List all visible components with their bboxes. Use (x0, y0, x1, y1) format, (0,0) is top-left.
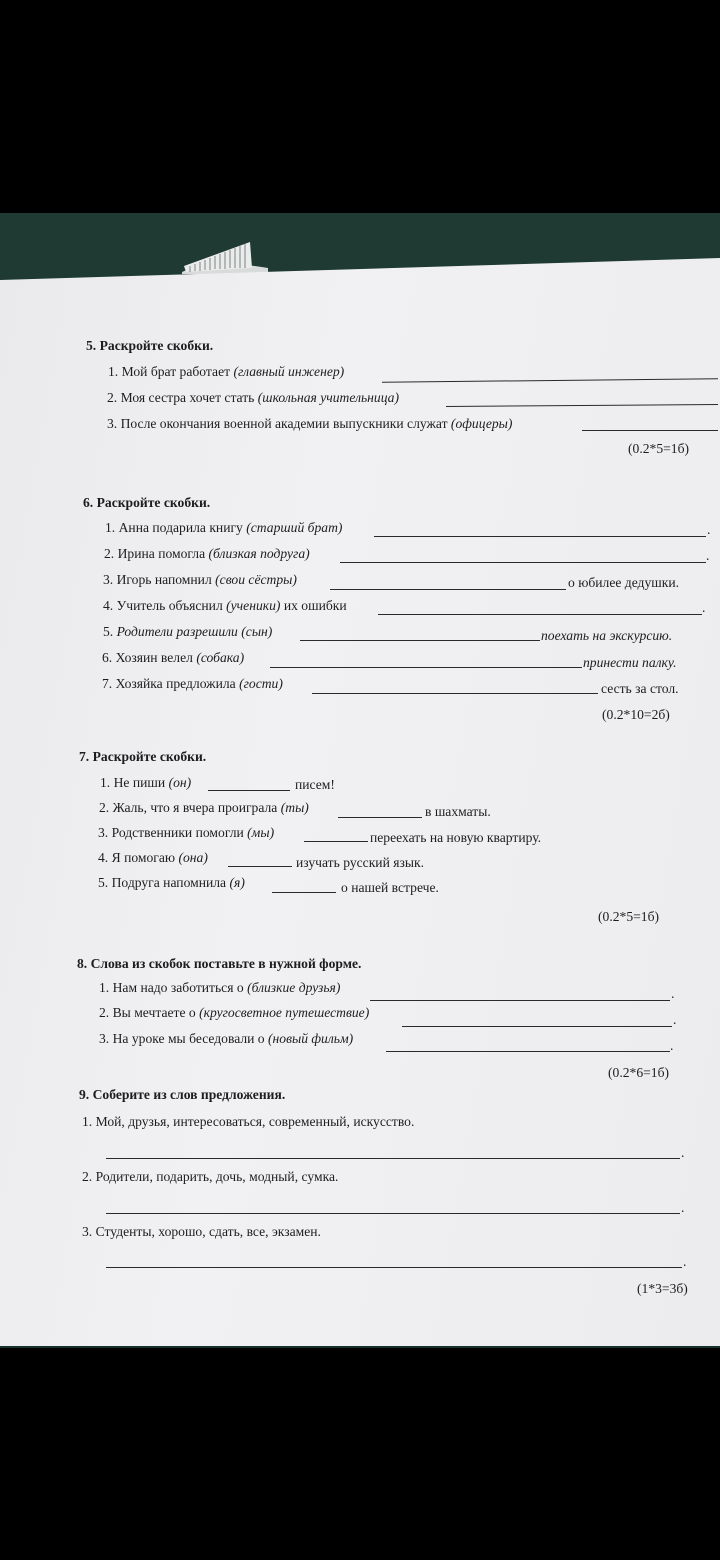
s7-item-5: 5. Подруга напомнила (я) (98, 875, 245, 890)
s9-answer-line-2[interactable] (106, 1213, 680, 1214)
s6-score: (0.2*10=2б) (602, 707, 670, 722)
s7-item-2: 2. Жаль, что я вчера проиграла (ты) (99, 800, 309, 815)
s7-item-3-tail: переехать на новую квартиру. (370, 830, 542, 845)
s8-answer-line-3[interactable] (386, 1051, 670, 1052)
s7-title: 7. Раскройте скобки. (79, 749, 207, 764)
s9-item-3: 3. Студенты, хорошо, сдать, все, экзамен. (82, 1224, 321, 1239)
s8-answer-line-2[interactable] (402, 1026, 672, 1027)
s5-score: (0.2*5=1б) (628, 441, 690, 456)
s6-item-1: 1. Анна подарила книгу (старший брат) (105, 520, 343, 535)
s7-item-3: 3. Родственники помогли (мы) (98, 825, 275, 840)
s9-item-3-tail: . (683, 1254, 687, 1269)
s6-item-4: 4. Учитель объяснил (ученики) их ошибки (103, 598, 347, 613)
s7-answer-line-1[interactable] (208, 790, 290, 791)
s9-item-2: 2. Родители, подарить, дочь, модный, сумка. (82, 1169, 339, 1184)
s7-item-4: 4. Я помогаю (она) (98, 850, 208, 865)
s6-answer-line-7[interactable] (312, 693, 598, 694)
s6-answer-line-3[interactable] (330, 589, 566, 590)
s6-item-3: 3. Игорь напомнил (свои сёстры) (103, 572, 297, 587)
s9-answer-line-3[interactable] (106, 1267, 682, 1268)
s9-item-1: 1. Мой, друзья, интересоваться, современный, искусство. (82, 1114, 415, 1129)
s6-item-2: 2. Ирина помогла (близкая подруга) (104, 546, 310, 561)
s8-item-3: 3. На уроке мы беседовали о (новый фильм) (99, 1031, 354, 1046)
s6-item-3-tail: о юбилее дедушки. (568, 575, 680, 590)
s8-item-2: 2. Вы мечтаете о (кругосветное путешествие) (99, 1005, 370, 1020)
s6-answer-line-6[interactable] (270, 667, 582, 668)
s9-item-2-tail: . (681, 1200, 685, 1215)
s6-item-6: 6. Хозяин велел (собака) (102, 650, 245, 665)
s5-item-3: 3. После окончания военной академии выпускники служат (офицеры) (107, 416, 513, 431)
s9-title: 9. Соберите из слов предложения. (79, 1087, 286, 1102)
s6-item-7-tail: сесть за стол. (601, 681, 679, 696)
s6-item-6-tail: принести палку. (583, 655, 677, 670)
s5-title: 5. Раскройте скобки. (86, 338, 214, 353)
s7-answer-line-4[interactable] (228, 866, 292, 867)
s8-item-2-tail: . (673, 1012, 677, 1027)
s9-score: (1*3=3б) (637, 1281, 688, 1296)
s7-item-4-tail: изучать русский язык. (296, 855, 425, 870)
s6-item-5-tail: поехать на экскурсию. (541, 628, 673, 643)
s6-item-5: 5. Родители разрешили (сын) (103, 624, 273, 639)
s6-answer-line-1[interactable] (374, 536, 706, 537)
s6-answer-line-5[interactable] (300, 640, 540, 641)
s8-score: (0.2*6=1б) (608, 1065, 670, 1080)
s5-answer-line-3[interactable] (582, 430, 718, 431)
s7-item-1: 1. Не пиши (он) (100, 775, 192, 790)
building-logo-icon (180, 228, 270, 274)
s7-item-1-tail: писем! (295, 777, 335, 792)
s6-item-7: 7. Хозяйка предложила (гости) (102, 676, 283, 691)
s6-item-4-tail: . (702, 600, 706, 615)
s7-answer-line-3[interactable] (304, 841, 368, 842)
s9-item-1-tail: . (681, 1145, 685, 1160)
s6-answer-line-2[interactable] (340, 562, 706, 563)
s5-item-2: 2. Моя сестра хочет стать (школьная учительница) (107, 390, 400, 405)
s6-item-2-tail: . (706, 548, 710, 563)
s8-item-3-tail: . (670, 1038, 674, 1053)
s8-item-1-tail: . (671, 986, 675, 1001)
s6-answer-line-4[interactable] (378, 614, 702, 615)
s7-answer-line-5[interactable] (272, 892, 336, 893)
s6-title: 6. Раскройте скобки. (83, 495, 211, 510)
s8-title: 8. Слова из скобок поставьте в нужной форме. (77, 956, 362, 971)
s7-item-5-tail: о нашей встрече. (341, 880, 439, 895)
s7-item-2-tail: в шахматы. (425, 804, 491, 819)
s5-item-1: 1. Мой брат работает (главный инженер) (108, 364, 345, 379)
s8-item-1: 1. Нам надо заботиться о (близкие друзья) (99, 980, 341, 995)
s7-score: (0.2*5=1б) (598, 909, 660, 924)
s8-answer-line-1[interactable] (370, 1000, 670, 1001)
s9-answer-line-1[interactable] (106, 1158, 680, 1159)
s7-answer-line-2[interactable] (338, 817, 422, 818)
s6-item-1-tail: . (707, 522, 711, 537)
